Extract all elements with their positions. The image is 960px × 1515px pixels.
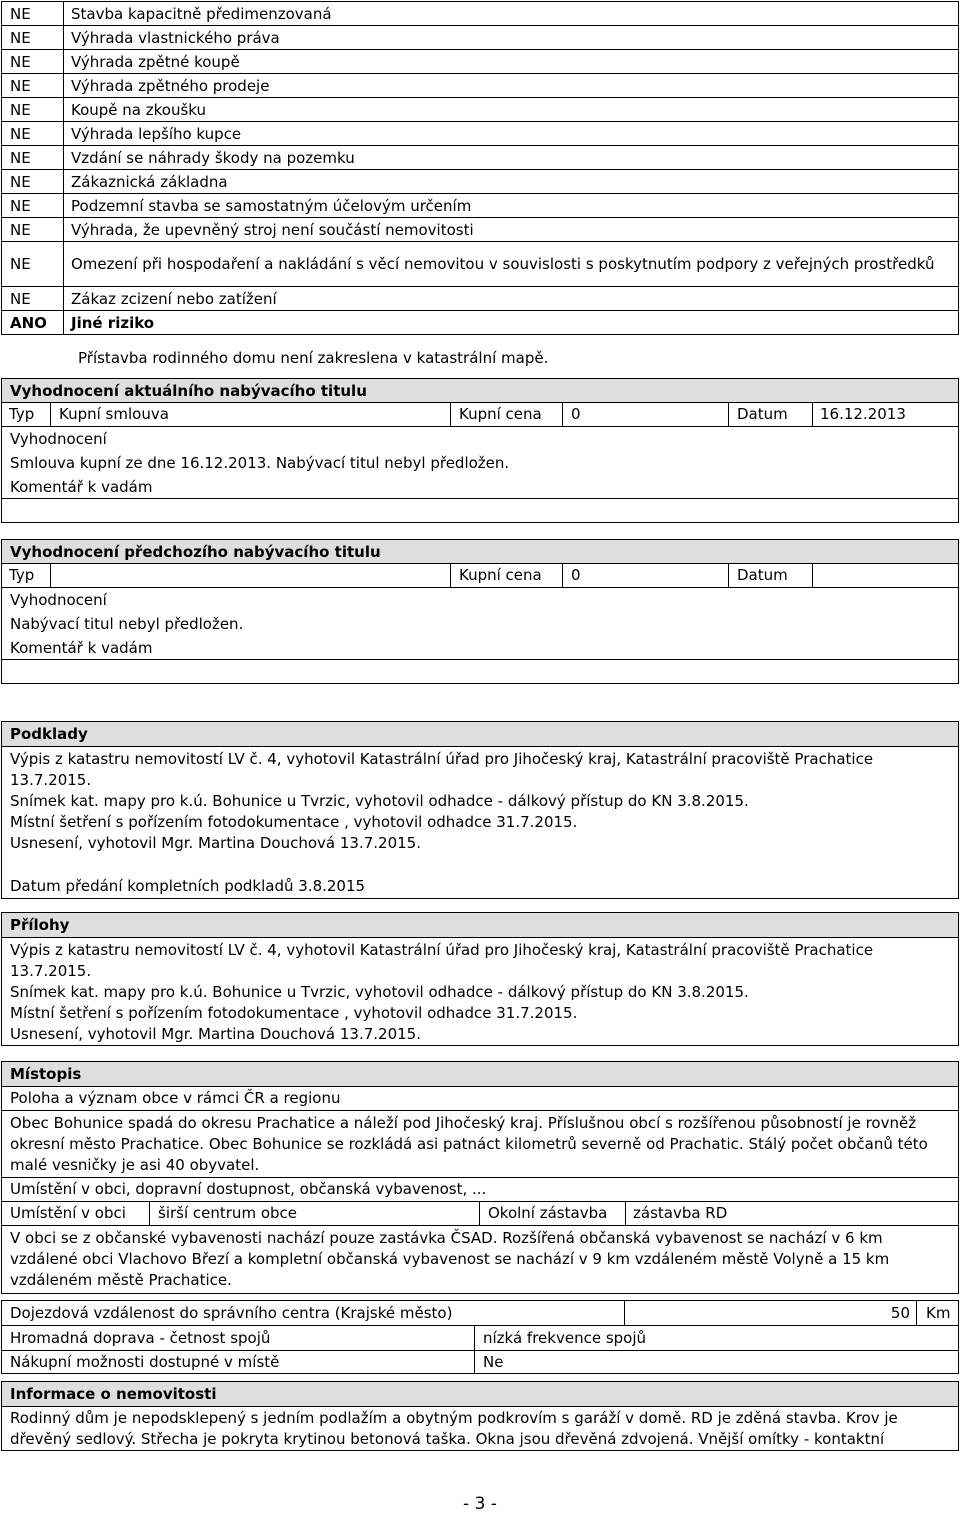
previous-comment-box bbox=[1, 659, 959, 684]
source-line: Výpis z katastru nemovitostí LV č. 4, vyhotovil Katastrální úřad pro Jihočeský kraj, Katastrální pracoviště Prachatice 13.7.2015. bbox=[10, 750, 874, 789]
encumbrance-flag: NE bbox=[2, 287, 64, 311]
doprava-row bbox=[2, 1326, 958, 1351]
nakup-label: Nákupní možnosti dostupné v místě bbox=[2, 1351, 475, 1374]
comment-label: Komentář k vadám bbox=[10, 478, 153, 496]
source-line: Místní šetření s pořízením fotodokumentace , vyhotovil odhadce 31.7.2015. bbox=[10, 813, 578, 831]
doprava-value: nízká frekvence spojů bbox=[483, 1329, 647, 1347]
doprava-label: Hromadná doprava - četnost spojů bbox=[2, 1326, 475, 1350]
prilohy-section bbox=[1, 912, 959, 1046]
date-label: Datum bbox=[729, 564, 813, 587]
encumbrance-flag: NE bbox=[2, 2, 64, 26]
encumbrance-row bbox=[2, 146, 959, 170]
encumbrance-table bbox=[1, 1, 959, 335]
encumbrance-label: Podzemní stavba se samostatným účelovým určením bbox=[64, 194, 959, 218]
mistopis-heading: Místopis bbox=[2, 1062, 958, 1087]
encumbrance-flag: ANO bbox=[2, 311, 64, 335]
previous-title-eval bbox=[1, 587, 959, 660]
encumbrance-row bbox=[2, 74, 959, 98]
current-title-row bbox=[1, 402, 959, 427]
nakup-row bbox=[2, 1351, 958, 1374]
encumbrance-row bbox=[2, 194, 959, 218]
source-line: Snímek kat. mapy pro k.ú. Bohunice u Tvrzic, vyhotovil odhadce - dálkový přístup do KN 3.8.2015. bbox=[10, 792, 749, 810]
encumbrance-flag: NE bbox=[2, 218, 64, 242]
type-label: Typ bbox=[2, 564, 51, 587]
umisteni-row bbox=[2, 1202, 958, 1226]
previous-title-row bbox=[1, 563, 959, 588]
dojezd-label: Dojezdová vzdálenost do správního centra (Krajské město) bbox=[2, 1301, 625, 1325]
encumbrance-flag: NE bbox=[2, 98, 64, 122]
eval-text: Smlouva kupní ze dne 16.12.2013. Nabývací titul nebyl předložen. bbox=[10, 454, 510, 472]
encumbrance-flag: NE bbox=[2, 26, 64, 50]
encumbrance-flag: NE bbox=[2, 242, 64, 287]
encumbrance-label: Výhrada zpětného prodeje bbox=[64, 74, 959, 98]
current-title-heading: Vyhodnocení aktuálního nabývacího titulu bbox=[1, 378, 959, 403]
source-line: Místní šetření s pořízením fotodokumentace , vyhotovil odhadce 31.7.2015. bbox=[10, 1004, 578, 1022]
eval-label: Vyhodnocení bbox=[10, 591, 107, 609]
dojezd-value: 50 bbox=[625, 1301, 917, 1325]
encumbrance-label: Výhrada lepšího kupce bbox=[64, 122, 959, 146]
mistopis-section bbox=[1, 1061, 959, 1294]
dojezd-unit: Km bbox=[926, 1304, 951, 1322]
source-line: Usnesení, vyhotovil Mgr. Martina Douchová 13.7.2015. bbox=[10, 1025, 421, 1043]
encumbrance-label: Zákaz zcizení nebo zatížení bbox=[64, 287, 959, 311]
comment-label: Komentář k vadám bbox=[10, 639, 153, 657]
encumbrance-row bbox=[2, 26, 959, 50]
encumbrance-flag: NE bbox=[2, 194, 64, 218]
previous-title-heading: Vyhodnocení předchozího nabývacího titulu bbox=[1, 539, 959, 564]
prilohy-heading: Přílohy bbox=[2, 913, 958, 938]
encumbrance-label: Výhrada zpětné koupě bbox=[64, 50, 959, 74]
okolni-zastavba-value: zástavba RD bbox=[633, 1204, 728, 1222]
poloha-text: Obec Bohunice spadá do okresu Prachatice a náleží pod Jihočeský kraj. Příslušnou obcí s rozšířenou působností je rovněž okresní město Prachatice. Obec Bohunice se rozkládá asi patnáct kilometrů severně od Prachatic. Stálý počet občanů této malé vesničky je asi 40 obyvatel. bbox=[10, 1114, 928, 1174]
info-text: Rodinný dům je nepodsklepený s jedním podlažím a obytným podkrovím s garáží v domě. RD je zděná stavba. Krov je dřevěný sedlový. Střecha je pokryta krytinou betonová taška. Okna jsou dřevěná zdvojená. Vnější omítky - kontaktní bbox=[10, 1409, 898, 1448]
encumbrance-row bbox=[2, 122, 959, 146]
poloha-label: Poloha a význam obce v rámci ČR a regionu bbox=[2, 1087, 958, 1111]
okolni-zastavba-label: Okolní zástavba bbox=[480, 1202, 626, 1225]
encumbrance-row bbox=[2, 311, 959, 335]
encumbrance-row bbox=[2, 50, 959, 74]
encumbrance-label: Omezení při hospodaření a nakládání s věcí nemovitou v souvislosti s poskytnutím podpory z veřejných prostředků bbox=[64, 242, 959, 287]
encumbrance-label: Vzdání se náhrady škody na pozemku bbox=[64, 146, 959, 170]
podklady-list bbox=[2, 747, 958, 856]
date-value: 16.12.2013 bbox=[820, 405, 906, 423]
other-risk-note: Přístavba rodinného domu není zakreslena v katastrální mapě. bbox=[78, 349, 549, 367]
eval-text: Nabývací titul nebyl předložen. bbox=[10, 615, 244, 633]
podklady-date: Datum předání kompletních podkladů 3.8.2015 bbox=[10, 877, 366, 895]
source-line: Výpis z katastru nemovitostí LV č. 4, vyhotovil Katastrální úřad pro Jihočeský kraj, Katastrální pracoviště Prachatice 13.7.2015. bbox=[10, 941, 874, 980]
encumbrance-label: Koupě na zkoušku bbox=[64, 98, 959, 122]
umisteni-v-obci-value: širší centrum obce bbox=[150, 1202, 480, 1225]
encumbrance-label: Jiné riziko bbox=[64, 311, 959, 335]
date-label: Datum bbox=[729, 403, 813, 426]
umisteni-label: Umístění v obci, dopravní dostupnost, občanská vybavenost, ... bbox=[2, 1177, 958, 1202]
vybavenost-text: V obci se z občanské vybavenosti nachází pouze zastávka ČSAD. Rozšířená občanská vybavenost se nachází v 6 km vzdálené obci Vlachovo Březí a kompletní občanská vybavenost se nachází v 9 km vzdáleném městě Volyně a 15 km vzdáleném městě Prachatice. bbox=[10, 1229, 890, 1289]
encumbrance-label: Zákaznická základna bbox=[64, 170, 959, 194]
type-value bbox=[51, 564, 451, 587]
encumbrance-label: Výhrada vlastnického práva bbox=[64, 26, 959, 50]
price-label: Kupní cena bbox=[451, 403, 563, 426]
prilohy-list bbox=[2, 938, 958, 1047]
encumbrance-row bbox=[2, 170, 959, 194]
encumbrance-row bbox=[2, 98, 959, 122]
price-value: 0 bbox=[563, 403, 729, 426]
encumbrance-row bbox=[2, 242, 959, 287]
distance-table bbox=[1, 1300, 959, 1374]
podklady-section bbox=[1, 721, 959, 899]
date-value bbox=[813, 564, 958, 587]
source-line: Usnesení, vyhotovil Mgr. Martina Douchová 13.7.2015. bbox=[10, 834, 421, 852]
info-section bbox=[1, 1381, 959, 1451]
encumbrance-row bbox=[2, 218, 959, 242]
eval-label: Vyhodnocení bbox=[10, 430, 107, 448]
encumbrance-flag: NE bbox=[2, 50, 64, 74]
price-value: 0 bbox=[563, 564, 729, 587]
encumbrance-flag: NE bbox=[2, 122, 64, 146]
current-comment-box bbox=[1, 498, 959, 523]
nakup-value: Ne bbox=[483, 1353, 504, 1371]
info-heading: Informace o nemovitosti bbox=[2, 1382, 958, 1407]
encumbrance-label: Stavba kapacitně předimenzovaná bbox=[64, 2, 959, 26]
price-label: Kupní cena bbox=[451, 564, 563, 587]
encumbrance-flag: NE bbox=[2, 146, 64, 170]
current-title-eval bbox=[1, 426, 959, 499]
type-label: Typ bbox=[2, 403, 51, 426]
umisteni-v-obci-label: Umístění v obci bbox=[2, 1202, 150, 1225]
type-value: Kupní smlouva bbox=[51, 403, 451, 426]
page-number: - 3 - bbox=[463, 1494, 497, 1514]
encumbrance-flag: NE bbox=[2, 74, 64, 98]
encumbrance-row bbox=[2, 2, 959, 26]
encumbrance-label: Výhrada, že upevněný stroj není součástí nemovitosti bbox=[64, 218, 959, 242]
encumbrance-flag: NE bbox=[2, 170, 64, 194]
encumbrance-row bbox=[2, 287, 959, 311]
dojezd-row bbox=[2, 1301, 958, 1326]
source-line: Snímek kat. mapy pro k.ú. Bohunice u Tvrzic, vyhotovil odhadce - dálkový přístup do KN 3.8.2015. bbox=[10, 983, 749, 1001]
podklady-heading: Podklady bbox=[2, 722, 958, 747]
